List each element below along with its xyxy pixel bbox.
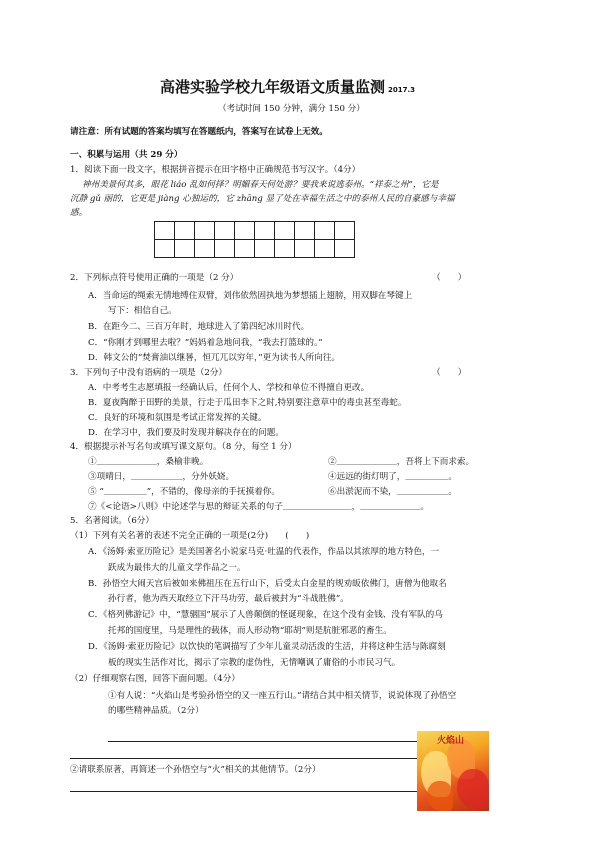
q4-item-1[interactable]: ①＿＿＿＿＿＿＿，桑榆非晚。 [88,457,209,467]
q3-option-a: A．中考考生志愿填报一经确认后，任何个人、学校和单位不得擅自更改。 [88,383,370,393]
q3-option-d: D．在学习中，我们要及时发现并解决存在的问题。 [88,428,284,438]
q5-option-c: C．《格列佛游记》中，“慧骃国”展示了人兽颠倒的怪诞现象，在这个没有金钱、没有军队的乌 [88,610,443,620]
q2-option-c: C．“你刚才到哪里去啦？”妈妈着急地问我，“我去打篮球的。” [88,338,323,348]
tianzi-grid[interactable] [154,221,355,258]
q5-sub2-stem: （2）仔细观察右图，回答下面问题。（4分） [70,674,240,684]
q2-stem: 2．下列标点符号使用正确的一项是（2 分） [70,273,239,283]
q4-item-2[interactable]: ②＿＿＿＿＿＿＿，吾将上下而求索。 [328,457,475,467]
q2-option-a-cont: 写下：相信自己。 [108,306,177,316]
q3-stem: 3．下列句子中没有语病的一项是（2分） [70,368,228,378]
q2-answer-paren: （ ） [432,273,467,283]
q1-passage-line2: 沉静 gǔ 丽的，它更是 jiàng 心独运的，它 zhāng 显了处在幸福生活之中的泰州人民的自豪感与幸福 [70,194,455,204]
q2-option-a: A．当命运的绳索无情地缚住双臂，刘伟依然固执地为梦想插上翅膀，用双脚在琴键上 [88,291,413,301]
q4-item-4[interactable]: ④远远的街灯明了，＿＿＿＿＿。 [328,472,457,482]
page-title [160,76,415,97]
grid-row-top [155,222,355,240]
q5-sub2-q1: ①有人说：“火焰山是考验孙悟空的又一座五行山。”请结合其中相关情节，说说体现了孙悟空 [108,691,457,701]
q5-option-b: B．孙悟空大闹天宫后被如来佛祖压在五行山下，后受太白金星的规劝皈依佛门，唐僧为他取名 [88,579,447,589]
q5-sub2-q2: ②请联系原著，再简述一个孙悟空与“火”相关的其他情节。（2分） [70,765,321,775]
answer-line-1[interactable] [108,741,418,742]
q1-passage-line3: 感。 [70,208,88,218]
image-caption: 火焰山 [437,736,465,746]
exam-info: （考试时间 150 分钟，满分 150 分） [218,104,365,114]
q4-stem: 4．根据提示补写名句或填写课文原句。（8 分，每空 1 分） [70,442,297,452]
q5-sub1-stem: （1）下列有关名著的表述不完全正确的一项是(2分) ( ) [70,531,310,541]
q5-option-c-cont: 托邦的国度里，马是理性的载体，而人形动物“耶胡”则是肮脏邪恶的畜生。 [108,626,392,636]
exam-date: 2017.3 [388,86,416,94]
q3-answer-paren: （ ） [432,368,467,378]
q5-option-d-cont: 板的现实生活作对比，揭示了宗教的虚伪性，无情嘲讽了庸俗的小市民习气。 [108,658,401,668]
q4-item-3[interactable]: ③项晴日，＿＿＿＿＿＿，分外妖娆。 [88,472,235,482]
grid-row-bottom [155,240,355,258]
q5-stem: 5．名著阅读。（6分） [70,516,154,526]
q2-option-b: B．在距今二、三百万年时，地球进入了第四纪冰川时代。 [88,322,310,332]
section-heading: 一、积累与运用（共 29 分） [70,150,183,160]
q5-sub2-q1-cont: 的哪些精神品质。（2分） [108,706,204,716]
q3-option-b: B．夏夜陶醉于田野的美景，行走于瓜田李下之时,特别要注意草中的毒虫甚至毒蛇。 [88,398,407,408]
flaming-mountain-image [417,731,489,811]
q2-option-d: D．韩文公的“焚膏油以继晷，恒兀兀以穷年，”更为读书人所向往。 [88,353,341,363]
q5-option-a-cont: 跃成为最伟大的儿童文学作品之一。 [108,563,246,573]
q5-option-b-cont: 孙行者，他为西天取经立下汗马功劳，最后被封为“斗战胜佛”。 [108,594,349,604]
title-text: 高港实验学校九年级语文质量监测 [160,78,386,96]
q1-stem: 1．阅读下面一段文字，根据拼音提示在田字格中正确规范书写汉字。（4分） [70,165,361,175]
q3-option-c: C．良好的环境和氛围是考试正常发挥的关键。 [88,413,267,423]
q5-option-d: D．《汤姆·索亚历险记》以饮快的笔调描写了少年儿童灵动活泼的生活，并将这种生活与陈腐刻 [88,642,446,652]
q4-item-6[interactable]: ⑥出淤泥而不染，＿＿＿＿＿＿。 [328,487,457,497]
q5-option-a: A．《汤姆·索亚历险记》是美国著名小说家马克·吐温的代表作，作品以其浓厚的地方特色，一 [88,547,440,557]
q4-item-5[interactable]: ⑤ “＿＿＿＿＿”，不错的，像母亲的手抚摸着你。 [88,487,280,497]
q4-item-7[interactable]: ⑦《<论语>八则》中论述学与思的辩证关系的句子＿＿＿＿＿＿＿＿，＿＿＿＿＿＿＿。 [88,502,429,512]
q1-passage-line1: 神州美景何其多，眼花 liáo 乱如何择？明媚春天何处游？要我来说逃泰州。“祥泰之州”，它是 [82,180,439,190]
answer-line-3[interactable] [70,791,418,792]
notice: 请注意：所有试题的答案均填写在答题纸内，答案写在试卷上无效。 [70,127,328,137]
answer-line-2[interactable] [70,758,418,759]
